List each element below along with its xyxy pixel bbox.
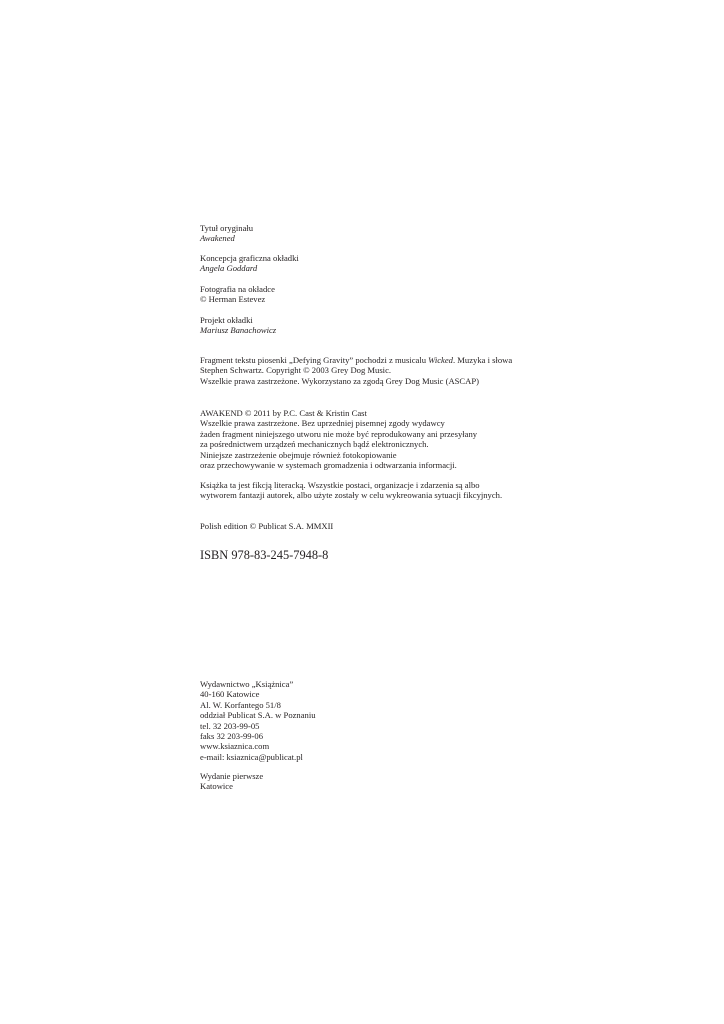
publisher-line: Al. W. Korfantego 51/8 <box>200 699 281 710</box>
musical-title: Wicked <box>428 355 453 365</box>
publisher-line: 40-160 Katowice <box>200 689 260 700</box>
copyright-line: żaden fragment niniejszego utworu nie może być reprodukowany ani przesyłany <box>200 428 478 439</box>
publisher-fax: faks 32 203-99-06 <box>200 731 264 742</box>
copyright-line: oraz przechowywanie w systemach gromadzenia i odtwarzania informacji. <box>200 460 457 471</box>
copyright-line: Niniejsze zastrzeżenie obejmuje również fotokopiowanie <box>200 449 397 460</box>
edition-info-section <box>200 771 263 792</box>
cover-project-label: Projekt okładki <box>200 315 253 325</box>
lyrics-note-section <box>200 355 512 386</box>
cover-photo-label: Fotografia na okładce <box>200 284 275 294</box>
copyright-section <box>200 408 477 470</box>
fiction-note-section <box>200 480 502 501</box>
edition-number: Wydanie pierwsze <box>200 771 264 781</box>
lyrics-note-line-2: Stephen Schwartz. Copyright © 2003 Grey Dog Music. <box>200 365 392 376</box>
publisher-website: www.ksiaznica.com <box>200 741 270 752</box>
lyrics-note-text-end: . Muzyka i słowa <box>452 355 513 365</box>
lyrics-note-line-1 <box>200 355 512 365</box>
cover-design-value: Angela Goddard <box>200 263 258 274</box>
isbn: ISBN 978-83-245-7948-8 <box>200 548 329 562</box>
cover-design-label: Koncepcja graficzna okładki <box>200 253 299 263</box>
cover-photo-section <box>200 284 275 305</box>
copyright-line: za pośrednictwem urządzeń mechanicznych bądź elektronicznych. <box>200 439 429 450</box>
cover-project-section <box>200 315 276 336</box>
publisher-phone: tel. 32 203-99-05 <box>200 720 260 731</box>
edition-copyright: Polish edition © Publicat S.A. MMXII <box>200 521 334 531</box>
lyrics-note-text: Fragment tekstu piosenki „Defying Gravity” pochodzi z musicalu <box>200 355 429 365</box>
copyright-line: Wszelkie prawa zastrzeżone. Bez uprzedniej pisemnej zgody wydawcy <box>200 418 445 429</box>
publisher-line: oddział Publicat S.A. w Poznaniu <box>200 710 316 721</box>
original-title-value: Awakened <box>200 233 235 244</box>
fiction-note-line: wytworem fantazji autorek, albo użyte zostały w celu wykreowania sytuacji fikcyjnych. <box>200 490 503 501</box>
edition-section <box>200 521 333 531</box>
copyright-line: AWAKEND © 2011 by P.C. Cast & Kristin Cast <box>200 408 367 418</box>
edition-place: Katowice <box>200 781 233 792</box>
cover-project-value: Mariusz Banachowicz <box>200 325 277 336</box>
publisher-section <box>200 679 316 762</box>
original-title-section <box>200 223 253 244</box>
publisher-name: Wydawnictwo „Książnica” <box>200 679 294 689</box>
cover-design-section <box>200 253 299 274</box>
lyrics-note-line-3: Wszelkie prawa zastrzeżone. Wykorzystano za zgodą Grey Dog Music (ASCAP) <box>200 375 480 386</box>
fiction-note-line: Książka ta jest fikcją literacką. Wszystkie postaci, organizacje i zdarzenia są albo <box>200 480 480 490</box>
cover-photo-value: © Herman Estevez <box>200 294 266 305</box>
publisher-email: e-mail: ksiaznica@publicat.pl <box>200 751 303 762</box>
original-title-label: Tytuł oryginału <box>200 223 254 233</box>
